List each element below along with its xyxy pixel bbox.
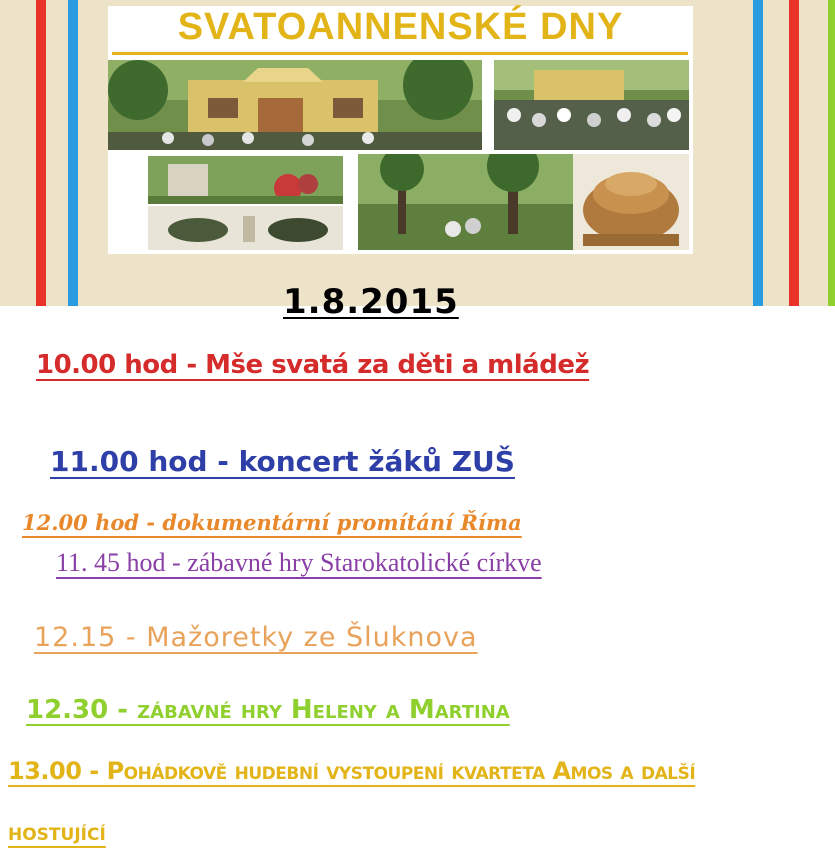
program-item-games-church: 11. 45 hod - zábavné hry Starokatolické církve — [56, 548, 542, 577]
crowd-photo — [494, 60, 689, 150]
red-stripe-left — [36, 0, 46, 306]
blue-stripe-right — [753, 0, 763, 306]
program-item-guests: hostující — [8, 818, 106, 846]
program-item-games-helena: 12.30 - zábavné hry Heleny a Martina — [26, 695, 510, 725]
program-item-concert: 11.00 hod - koncert žáků ZUŠ — [50, 445, 515, 478]
program-item-mass: 10.00 hod - Mše svatá za děti a mládež — [36, 350, 590, 380]
garden-shrine-photo — [148, 156, 343, 204]
wreath-photo — [148, 206, 343, 250]
program-item-performance: 13.00 - Pohádkově hudební vystoupení kvarteta Amos a další — [8, 757, 696, 785]
cake-photo — [573, 154, 689, 250]
chapel-photo — [108, 60, 482, 150]
green-edge-right — [828, 0, 835, 306]
title-underline — [112, 52, 688, 55]
park-photo — [358, 154, 573, 250]
poster-title: SVATOANNENSKÉ DNY — [177, 6, 624, 48]
program-item-documentary: 12.00 hod - dokumentární promítání Říma — [22, 510, 522, 535]
red-stripe-right — [789, 0, 799, 306]
blue-stripe-left — [68, 0, 78, 306]
event-date: 1.8.2015 — [283, 282, 459, 322]
program-item-majorettes: 12.15 - Mažoretky ze Šluknova — [34, 622, 478, 653]
photo-collage — [108, 56, 693, 254]
